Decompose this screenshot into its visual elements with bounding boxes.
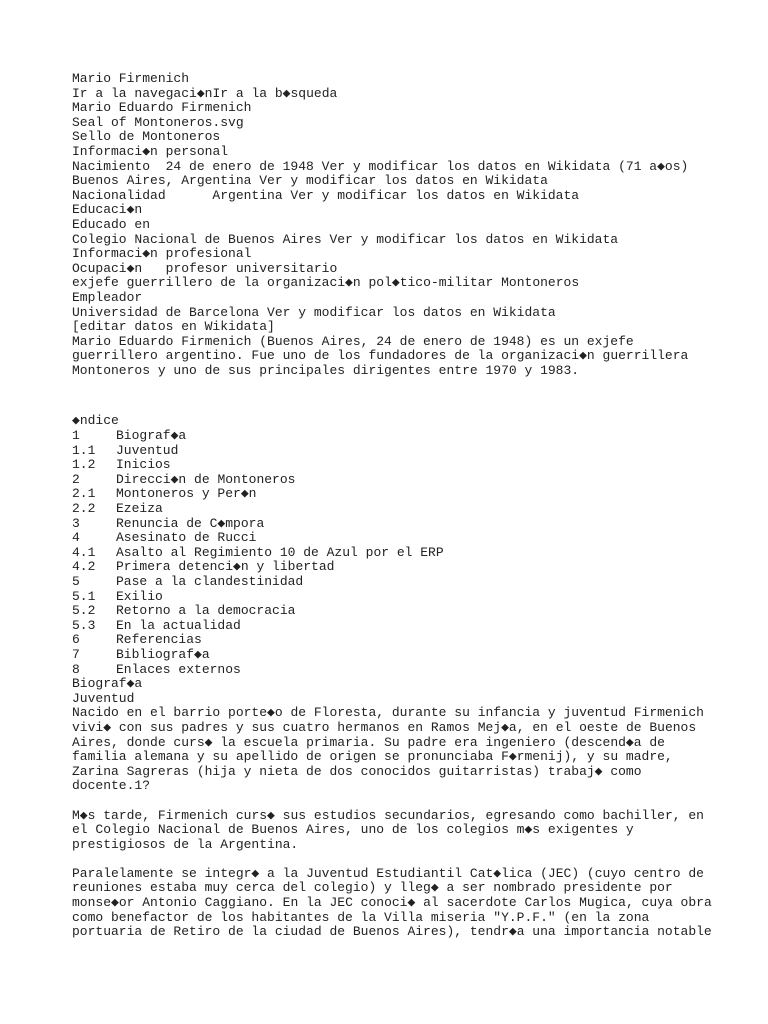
toc-item-link[interactable]: Referencias — [116, 632, 202, 648]
toc-item[interactable] — [72, 546, 712, 561]
image-filename[interactable]: Seal of Montoneros.svg — [72, 114, 244, 130]
toc-item-number: 5.3 — [72, 617, 96, 633]
toc-item[interactable] — [72, 502, 712, 517]
spacer — [72, 378, 712, 414]
section-heading: Biograf◆a — [72, 676, 143, 692]
toc-item-number: 4.2 — [72, 559, 96, 575]
edit-wikidata-link[interactable]: [editar datos en Wikidata] — [72, 319, 275, 335]
toc-item-number: 5.1 — [72, 588, 96, 604]
toc-item[interactable] — [72, 575, 712, 590]
toc-item-number: 3 — [72, 515, 80, 531]
toc-item-link[interactable]: Primera detenci◆n y libertad — [116, 559, 335, 575]
toc-item[interactable] — [72, 517, 712, 532]
toc-list — [72, 429, 712, 677]
toc-item-number: 1.1 — [72, 442, 96, 458]
page-title: Mario Firmenich — [72, 71, 190, 86]
toc-item-number: 7 — [72, 646, 80, 662]
infobox-label-employer: Empleador — [72, 289, 143, 305]
toc-item-link[interactable]: En la actualidad — [116, 617, 241, 633]
toc-item-number: 2.2 — [72, 501, 96, 517]
toc-item-link[interactable]: Biograf◆a — [116, 428, 187, 444]
toc-item-link[interactable]: Juventud — [116, 442, 179, 458]
toc-item[interactable] — [72, 590, 712, 605]
toc-item-number: 2 — [72, 471, 80, 487]
infobox-row-occupation-2: exjefe guerrillero de la organizaci◆n pol◆tico-militar Montoneros — [72, 275, 580, 291]
toc-item[interactable] — [72, 619, 712, 634]
infobox — [72, 72, 712, 335]
toc-item[interactable] — [72, 604, 712, 619]
toc-item-link[interactable]: Retorno a la democracia — [116, 603, 296, 619]
infobox-row-nationality: Nacionalidad Argentina Ver y modificar los datos en Wikidata — [72, 187, 580, 203]
paragraph-secondary-school: M◆s tarde, Firmenich curs◆ sus estudios secundarios, egresando como bachiller, en el Colegio Nacional de Buenos Aires, uno de los colegios m◆s exigentes y prestigiosos de la Argentina. — [72, 807, 704, 852]
toc-item-link[interactable]: Inicios — [116, 457, 171, 473]
toc-item-number: 2.1 — [72, 486, 96, 502]
toc-item[interactable] — [72, 648, 712, 663]
toc-item-link[interactable]: Renuncia de C◆mpora — [116, 515, 265, 531]
spacer — [72, 794, 712, 809]
toc-item-link[interactable]: Enlaces externos — [116, 661, 241, 677]
toc-item-number: 5 — [72, 574, 80, 589]
subsection-heading: Juventud — [72, 690, 135, 706]
toc-item[interactable] — [72, 531, 712, 546]
toc-item[interactable] — [72, 560, 712, 575]
toc-item-link[interactable]: Montoneros y Per◆n — [116, 486, 257, 502]
paragraph-jec: Paralelamente se integr◆ a la Juventud Estudiantil Cat◆lica (JEC) (cuyo centro de reuniones estaba muy cerca del colegio) y lleg◆ a ser nombrado presidente por monse◆or Antonio Caggiano. En la JEC conoci◆ al sacerdote Carlos Mugica, cuya obra como benefactor de los habitantes de la Villa miseria "Y.P.F." (en la zona portuaria de Retiro de la ciudad de Buenos Aires), tendr◆a una importancia notable — [72, 865, 712, 940]
infobox-row-occupation: Ocupaci◆n profesor universitario — [72, 260, 338, 276]
infobox-row-school: Colegio Nacional de Buenos Aires Ver y modificar los datos en Wikidata — [72, 231, 619, 247]
paragraph-childhood: Nacido en el barrio porte◆o de Floresta, durante su infancia y juventud Firmenich vivi◆ con sus padres y sus cuatro hermanos en Ramos Mej◆a, en el oeste de Buenos Aires, donde curs◆ la escuela primaria. Su padre era ingeniero (descend◆a de familia alemana y su apellido de origen se pronunciaba F◆rmenij), y su madre, Zarina Sagreras (hija y nieta de dos conocidos guitarristas) trabaj◆ como docente.1? — [72, 705, 704, 794]
toc-item-number: 1.2 — [72, 457, 96, 473]
toc-title: ◆ndice — [72, 413, 119, 429]
infobox-section-education: Educaci◆n — [72, 202, 143, 218]
spacer — [72, 852, 712, 867]
toc-item-link[interactable]: Direcci◆n de Montoneros — [116, 471, 296, 487]
infobox-section-professional: Informaci◆n profesional — [72, 246, 252, 262]
toc-item-link[interactable]: Exilio — [116, 588, 163, 604]
toc-item[interactable] — [72, 429, 712, 444]
infobox-label-educated: Educado en — [72, 216, 151, 232]
toc-item-link[interactable]: Bibliograf◆a — [116, 646, 210, 662]
toc-item-link[interactable]: Asalto al Regimiento 10 de Azul por el ERP — [116, 544, 444, 560]
toc-item-link[interactable]: Ezeiza — [116, 501, 163, 517]
skip-links[interactable]: Ir a la navegaci◆nIr a la b◆squeda — [72, 85, 338, 101]
toc-item-link[interactable]: Asesinato de Rucci — [116, 530, 257, 546]
toc-item[interactable] — [72, 663, 712, 678]
infobox-row-birthplace: Buenos Aires, Argentina Ver y modificar los datos en Wikidata — [72, 173, 548, 189]
toc-item-number: 6 — [72, 632, 80, 648]
infobox-section-personal: Informaci◆n personal — [72, 143, 229, 159]
toc-item[interactable] — [72, 633, 712, 648]
table-of-contents — [72, 414, 712, 677]
infobox-row-birth: Nacimiento 24 de enero de 1948 Ver y modificar los datos en Wikidata (71 a◆os) — [72, 158, 689, 174]
toc-item-number: 5.2 — [72, 603, 96, 619]
image-caption: Sello de Montoneros — [72, 129, 221, 145]
toc-item[interactable] — [72, 487, 712, 502]
toc-item-number: 1 — [72, 428, 80, 444]
toc-item[interactable] — [72, 458, 712, 473]
intro-paragraph: Mario Eduardo Firmenich (Buenos Aires, 24 de enero de 1948) es un exjefe guerrillero argentino. Fue uno de los fundadores de la organizaci◆n guerrillera Montoneros y uno de sus principales dirigentes entre 1970 y 1983. — [72, 333, 689, 378]
toc-item[interactable] — [72, 473, 712, 488]
toc-item[interactable] — [72, 444, 712, 459]
toc-item-link[interactable]: Pase a la clandestinidad — [116, 574, 304, 589]
infobox-title: Mario Eduardo Firmenich — [72, 100, 252, 116]
toc-item-number: 8 — [72, 661, 80, 677]
toc-item-number: 4.1 — [72, 544, 96, 560]
infobox-row-employer: Universidad de Barcelona Ver y modificar los datos en Wikidata — [72, 304, 556, 320]
document-page — [72, 72, 712, 940]
toc-item-number: 4 — [72, 530, 80, 546]
